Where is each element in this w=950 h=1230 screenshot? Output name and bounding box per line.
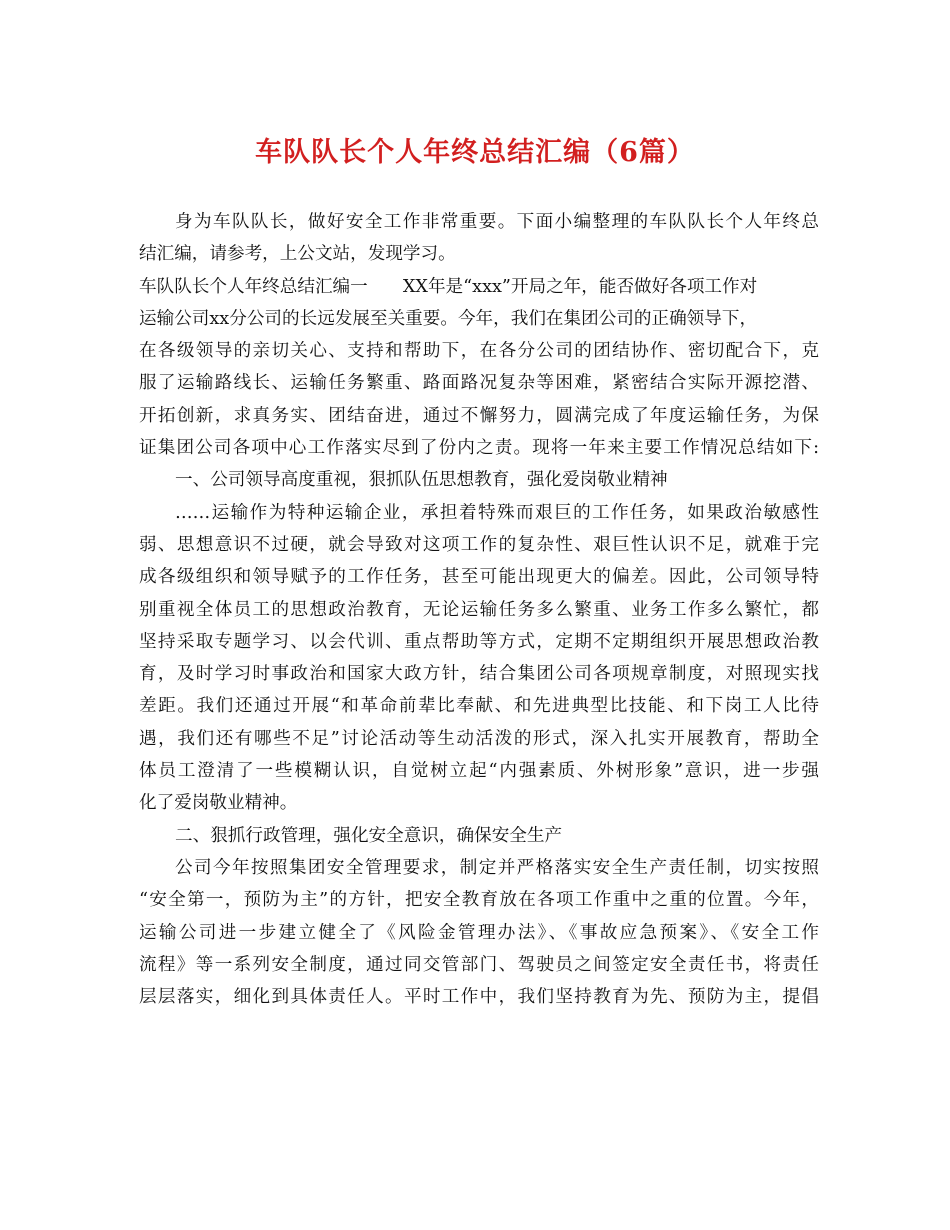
text-line: 化了爱岗敬业精神。 <box>139 793 298 814</box>
text-line: 遇，我们还有哪些不足”讨论活动等生动活泼的形式，深入扎实开展教育，帮助全 <box>139 728 819 749</box>
text-line: 坚持采取专题学习、以会代训、重点帮助等方式，定期不定期组织开展思想政治教 <box>139 631 819 652</box>
text-line: 运输公司xx分公司的长远发展至关重要。今年，我们在集团公司的正确领导下， <box>139 308 758 329</box>
text-line: 车队队长个人年终总结汇编一 XX年是“xxx”开局之年，能否做好各项工作对 <box>139 276 758 297</box>
text-line: ……运输作为特种运输企业，承担着特殊而艰巨的工作任务，如果政治敏感性 <box>175 502 819 523</box>
text-line: 流程》等一系列安全制度，通过同交管部门、驾驶员之间签定安全责任书，将责任 <box>139 954 819 975</box>
text-line: 身为车队队长，做好安全工作非常重要。下面小编整理的车队队长个人年终总 <box>175 212 819 232</box>
text-line: 层层落实，细化到具体责任人。平时工作中，我们坚持教育为先、预防为主，提倡 <box>139 987 819 1008</box>
text-line: 一、公司领导高度重视，狠抓队伍思想教育，强化爱岗敬业精神 <box>175 470 668 491</box>
text-line: 证集团公司各项中心工作落实尽到了份内之责。现将一年来主要工作情况总结如下: <box>139 438 819 459</box>
text-line: 育，及时学习时事政治和国家大政方针，结合集团公司各项规章制度，对照现实找 <box>139 664 819 685</box>
text-line: “安全第一，预防为主”的方针，把安全教育放在各项工作重中之重的位置。今年， <box>139 890 819 911</box>
document-body <box>139 206 819 1013</box>
text-line: 服了运输路线长、运输任务繁重、路面路况复杂等困难，紧密结合实际开源挖潜、 <box>139 373 819 394</box>
text-line: 运输公司进一步建立健全了《风险金管理办法》、《事故应急预案》、《安全工作 <box>139 922 819 943</box>
text-line: 差距。我们还通过开展“和革命前辈比奉献、和先进典型比技能、和下岗工人比待 <box>139 696 819 717</box>
text-line: 别重视全体员工的思想政治教育，无论运输任务多么繁重、业务工作多么繁忙，都 <box>139 599 819 620</box>
text-line: 体员工澄清了一些模糊认识，自觉树立起“内强素质、外树形象”意识，进一步强 <box>139 761 819 782</box>
text-line: 弱、思想意识不过硬，就会导致对这项工作的复杂性、艰巨性认识不足，就难于完 <box>139 534 819 555</box>
text-line: 在各级领导的亲切关心、支持和帮助下，在各分公司的团结协作、密切配合下，克 <box>139 341 819 362</box>
text-line: 成各级组织和领导赋予的工作任务，甚至可能出现更大的偏差。因此，公司领导特 <box>139 567 819 588</box>
text-line: 结汇编，请参考，上公文站，发现学习。 <box>139 244 456 265</box>
document-title: 车队队长个人年终总结汇编（6篇） <box>255 137 695 168</box>
text-line: 开拓创新，求真务实、团结奋进，通过不懈努力，圆满完成了年度运输任务，为保 <box>139 405 819 426</box>
text-line: 公司今年按照集团安全管理要求，制定并严格落实安全生产责任制，切实按照 <box>175 857 819 878</box>
text-line: 二、狠抓行政管理，强化安全意识，确保安全生产 <box>175 825 563 846</box>
